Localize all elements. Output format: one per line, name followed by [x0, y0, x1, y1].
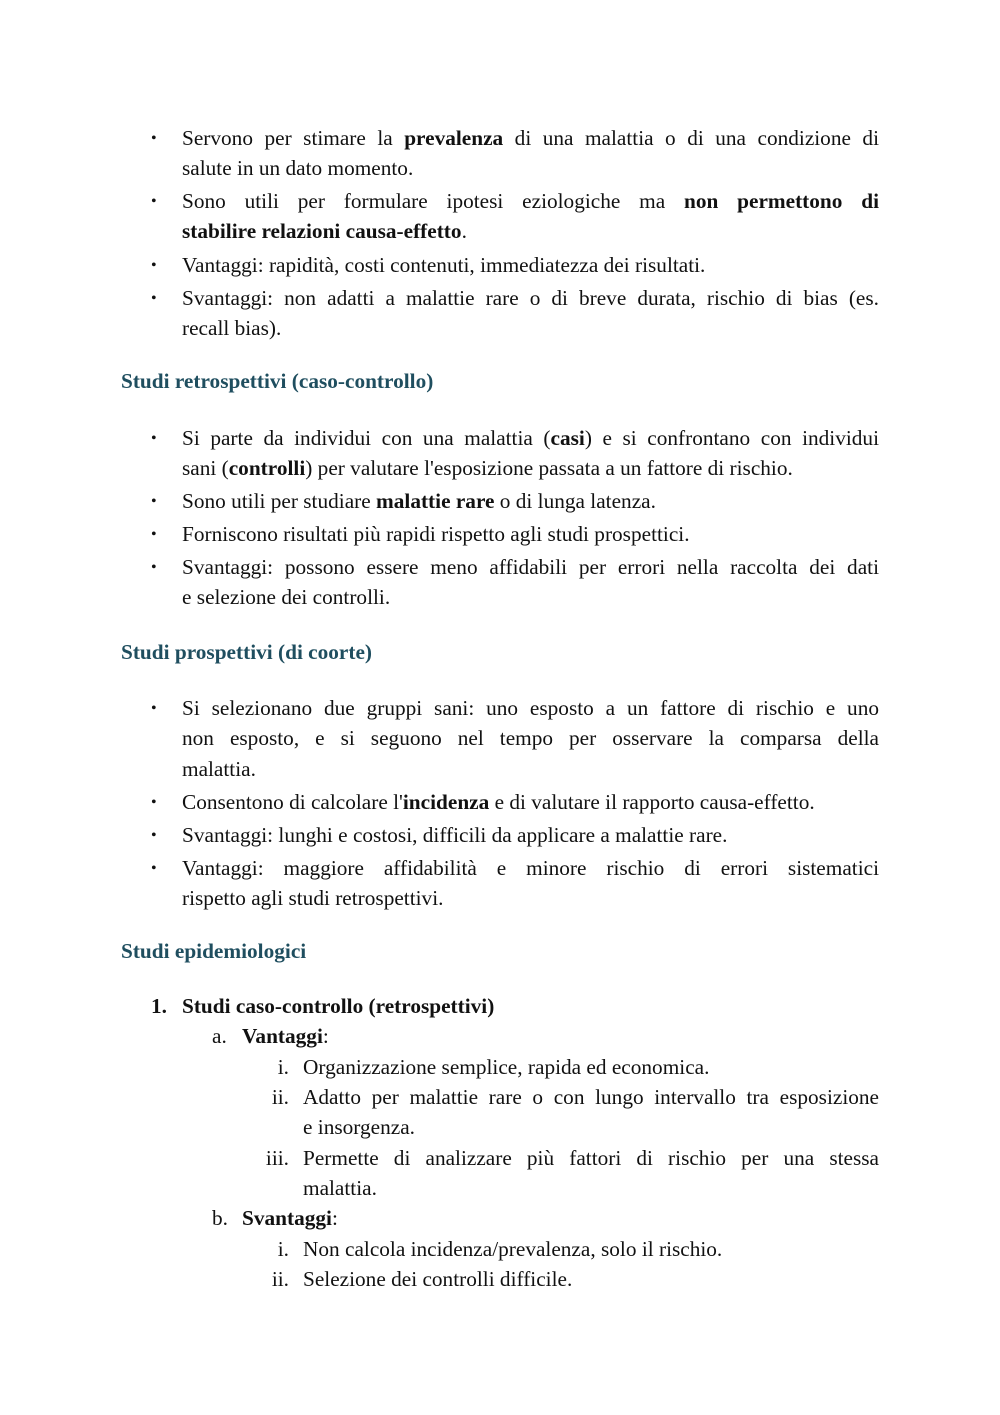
text-run: e selezione dei controlli. [182, 585, 391, 610]
text-run: Forniscono risultati più rapidi rispetto agli studi prospettici. [182, 522, 690, 546]
list-item-line [182, 491, 656, 512]
list-item-line: Non calcola incidenza/prevalenza, solo il rischio. [303, 1237, 723, 1261]
list-item-line: Adatto per malattie rare o con lungo intervallo tra esposizione [303, 1085, 879, 1109]
list-item-line [182, 318, 281, 339]
list-item-line [182, 825, 727, 846]
list-item-line: malattia. [303, 1176, 377, 1201]
text-run: Sono utili per studiare [182, 489, 377, 513]
list-item-line [182, 428, 879, 449]
list-item-line [182, 128, 879, 149]
list-item-line: Permette di analizzare più fattori di rischio per una stessa [303, 1146, 879, 1170]
roman-marker: ii. [271, 1267, 289, 1291]
list-item-line [182, 458, 793, 479]
list-item-line: Organizzazione semplice, rapida ed economica. [303, 1055, 710, 1079]
bullet-marker: • [151, 193, 157, 210]
bullet-marker: • [151, 493, 157, 510]
text-run: Svantaggi: lunghi e costosi, difficili da applicare a malattie rare. [182, 823, 728, 847]
bullet-marker: • [151, 526, 157, 543]
text-run: Vantaggi: rapidità, costi contenuti, immediatezza dei risultati. [182, 253, 706, 277]
text-run: malattia. [182, 756, 256, 781]
sublist-label: Vantaggi [242, 1024, 323, 1048]
roman-marker: i. [277, 1237, 289, 1261]
heading-retrospective-studies: Studi retrospettivi (caso-controllo) [121, 369, 434, 393]
bullet-marker: • [151, 290, 157, 307]
bold-text: stabilire relazioni causa-effetto [182, 219, 462, 244]
list-item-line [182, 587, 390, 608]
text-run: sani ( [182, 456, 229, 481]
sublist-suffix: : [331, 1206, 338, 1230]
text-run: . [461, 219, 467, 244]
list-item-line [182, 557, 879, 578]
bold-text: controlli [228, 456, 306, 481]
bullet-marker: • [151, 130, 157, 147]
text-run: rispetto agli studi retrospettivi. [182, 886, 444, 911]
bold-text: casi [550, 426, 585, 450]
text-run: e di valutare il rapporto causa-effetto. [489, 790, 815, 814]
bold-text: incidenza [402, 790, 490, 814]
bullet-marker: • [151, 794, 157, 811]
text-run: non esposto, e si seguono nel tempo per osservare la comparsa della [182, 726, 879, 751]
bullet-marker: • [151, 860, 157, 877]
sublist-heading [242, 1026, 329, 1047]
bullet-marker: • [151, 257, 157, 274]
text-run: Vantaggi: maggiore affidabilità e minore rischio di errori sistematici [182, 856, 879, 880]
bold-text: non permettono di [683, 189, 879, 213]
sublist-label: Svantaggi [242, 1206, 332, 1230]
heading-epidemiological-studies: Studi epidemiologici [121, 939, 307, 963]
list-item-line [182, 756, 256, 781]
bullet-marker: • [151, 430, 157, 447]
text-run: ) e si confrontano con individui [584, 426, 879, 450]
list-item-line [182, 888, 443, 909]
text-run: o di lunga latenza. [494, 489, 656, 513]
bullet-marker: • [151, 559, 157, 576]
list-item-line: Selezione dei controlli difficile. [303, 1267, 573, 1291]
text-run: ) per valutare l'esposizione passata a un fattore di rischio. [305, 456, 793, 481]
roman-marker: ii. [271, 1085, 289, 1109]
text-run: Consentono di calcolare l' [182, 790, 403, 814]
list-letter: b. [212, 1206, 228, 1230]
list-item-line [182, 221, 467, 242]
text-run: Svantaggi: non adatti a malattie rare o di breve durata, rischio di bias (es. [182, 286, 879, 310]
list-letter: a. [212, 1024, 227, 1048]
bold-text: malattie rare [376, 489, 495, 513]
sublist-heading [242, 1208, 338, 1229]
list-item-line [182, 524, 690, 545]
list-item-line [182, 191, 879, 212]
text-run: Si selezionano due gruppi sani: uno esposto a un fattore di rischio e uno [182, 696, 879, 720]
list-item-line [182, 858, 879, 879]
text-run: salute in un dato momento. [182, 156, 414, 181]
roman-marker: i. [277, 1055, 289, 1079]
list-item-line [182, 288, 879, 309]
heading-prospective-studies: Studi prospettivi (di coorte) [121, 640, 373, 664]
list-item-line: e insorgenza. [303, 1115, 415, 1140]
sublist-suffix: : [322, 1024, 329, 1048]
text-run: recall bias). [182, 316, 282, 341]
bold-text: prevalenza [404, 126, 504, 150]
bullet-marker: • [151, 827, 157, 844]
bullet-marker: • [151, 700, 157, 717]
list-item-title: Studi caso-controllo (retrospettivi) [182, 994, 495, 1018]
list-item-line [182, 728, 879, 749]
list-item-line [182, 255, 705, 276]
list-item-line [182, 158, 413, 179]
text-run: di una malattia o di una condizione di [503, 126, 879, 150]
text-run: Servono per stimare la [182, 126, 405, 150]
list-item-line [182, 792, 815, 813]
roman-marker: iii. [265, 1146, 289, 1170]
text-run: Si parte da individui con una malattia ( [182, 426, 551, 450]
text-run: Sono utili per formulare ipotesi eziologiche ma [182, 189, 684, 213]
list-item-line [182, 698, 879, 719]
list-number: 1. [151, 994, 167, 1018]
text-run: Svantaggi: possono essere meno affidabili per errori nella raccolta dei dati [182, 555, 879, 579]
